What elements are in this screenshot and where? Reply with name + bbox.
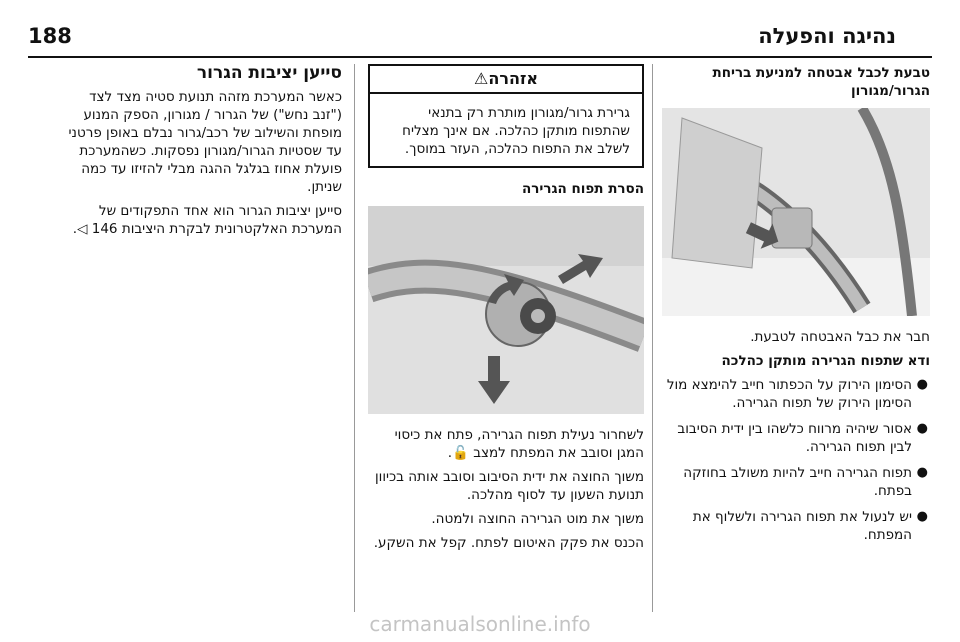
list-item: ● אסור שיהיה מרווח כלשהו בין ידית הסיבוב לבין תפוח הגרירה. [677, 421, 928, 455]
instruction-paragraph: לשחרור נעילת תפוח הגרירה, פתח את כיסוי המגן וסובב את המפתח למצב 🔓. [394, 427, 644, 461]
column-divider [652, 64, 653, 612]
warning-triangle-icon: ⚠ [473, 69, 489, 88]
tow-ball-removal-illustration [368, 206, 644, 414]
list-item: ● הסימון הירוק על הכפתור חייב להימצא מול הסימון הירוק של תפוח הגרירה. [666, 377, 928, 411]
figure-caption: חבר את כבל האבטחה לטבעת. [750, 329, 930, 345]
header-rule [28, 56, 932, 58]
instruction-paragraph: הכנס את פקק האיטום לפתח. קפל את השקע. [373, 535, 644, 551]
safety-ring-illustration [662, 108, 930, 316]
body-paragraph: סייען יציבות הגרור הוא אחד התפקודים של המערכת האלקטרונית לבקרת היציבות 146 ◁. [72, 203, 342, 237]
warning-text: גרירת גרור/מגורון מותרת רק בתנאי שהתפוח מותקן כהלכה. אם אינך מצליח לשלב את התפוח כהלכה, העזר במוסך. [402, 105, 630, 157]
check-list [662, 376, 930, 544]
page-reference[interactable]: 146 ◁. [72, 221, 118, 237]
column-removal [368, 64, 644, 558]
body-paragraph: כאשר המערכת מזהה תנועת סטיה מצד לצד ("זנב נחש") של הגרור / מגורון, הספק המנוע מופחת והשילוב של רכב/גרור נבלם באופן פרטני עד שסטיות הגרור/מגורון נפסקות. כשהמערכת פועלת אחוז בגלגל ההגה מבלי להזיזו עד כמה שניתן. [68, 89, 342, 195]
section-heading: הסרת תפוח הגרירה [521, 181, 644, 197]
subsection-heading: ודא שתפוח הגרירה מותקן כהלכה [721, 353, 930, 369]
section-heading: טבעת לכבל אבטחה למניעת בריחת הגרור/מגורון [712, 65, 930, 99]
page-number: 188 [28, 24, 72, 48]
instruction-paragraph: משוך החוצה את ידית הסיבוב וסובב אותה בכיוון תנועת השעון עד לסוף מהלכה. [374, 469, 644, 503]
unlock-icon: 🔓. [447, 445, 469, 461]
list-item: ● יש לנעול את תפוח הגרירה ולשלוף את המפתח. [692, 509, 928, 543]
instruction-paragraph: משוך את מוט הגרירה החוצה ולמטה. [431, 511, 644, 527]
watermark: carmanualsonline.info [369, 612, 591, 636]
warning-header: אזהרה⚠ [370, 66, 642, 94]
list-item: ● תפוח הגרירה חייב להיות משולב בחוזקה בפתח. [683, 465, 928, 499]
warning-box [368, 64, 644, 168]
column-divider [354, 64, 355, 612]
page-title: נהיגה והפעלה [758, 24, 896, 48]
column-safety-ring [662, 64, 930, 552]
section-heading: סייען יציבות הגרור [196, 63, 342, 83]
column-trailer-stability [58, 64, 342, 244]
